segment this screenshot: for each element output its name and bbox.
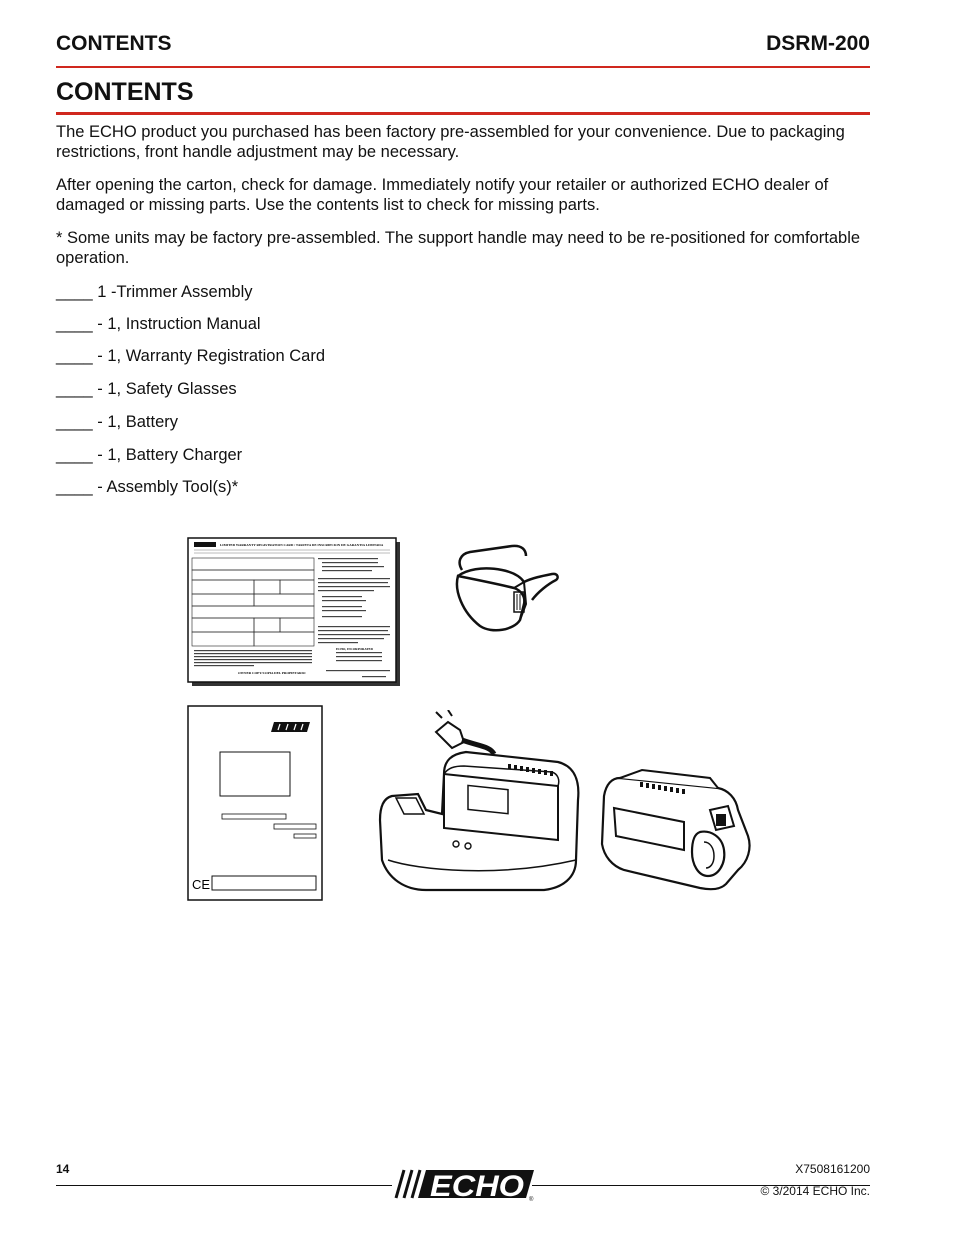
intro-paragraph: The ECHO product you purchased has been factory pre-assembled for your convenience. Due to packaging restrictions, front handle adjustment may be necessary. — [56, 123, 845, 161]
warranty-card-contact: ECHO, INCORPORATED — [336, 647, 373, 651]
battery-charger-illustration — [378, 710, 584, 896]
header-model-label: DSRM-200 — [766, 32, 870, 55]
safety-glasses-illustration — [452, 540, 560, 638]
preassembled-note: * Some units may be factory pre-assembled. The support handle may need to be re-positioned for comfortable operation. — [56, 229, 861, 267]
svg-text:®: ® — [529, 1197, 534, 1202]
checklist-item-safety-glasses: ____ - 1, Safety Glasses — [56, 380, 237, 398]
instruction-manual-illustration — [186, 704, 326, 902]
checklist-item-assembly-tools: ____ - Assembly Tool(s)* — [56, 478, 239, 496]
echo-footer-logo-icon — [392, 1166, 542, 1202]
ce-mark-icon: CE — [192, 877, 211, 892]
warranty-card-owner-copy: OWNER COPY/COPIA DEL PROPIETARIO — [238, 671, 306, 675]
checklist-item-trimmer: ____ 1 -Trimmer Assembly — [56, 283, 253, 301]
footer-rule-left — [56, 1185, 392, 1186]
checklist-item-manual: ____ - 1, Instruction Manual — [56, 315, 261, 333]
page-number: 14 — [56, 1162, 70, 1176]
warranty-card-illustration — [186, 536, 402, 688]
section-title: CONTENTS — [56, 78, 194, 106]
warranty-card-title: LIMITED WARRANTY REGISTRATION CARD / TARJETA DE INSCRIPCION DE GARANTIA LIMITADA — [220, 543, 384, 547]
header-section-label: CONTENTS — [56, 32, 172, 55]
battery-illustration — [600, 766, 752, 892]
checklist-item-charger: ____ - 1, Battery Charger — [56, 446, 243, 464]
page-header — [56, 32, 870, 68]
footer-logo-text: ECHO — [430, 1170, 524, 1202]
copyright-notice: © 3/2014 ECHO Inc. — [760, 1184, 870, 1198]
echo-logo-icon — [271, 722, 310, 732]
damage-paragraph: After opening the carton, check for damage. Immediately notify your retailer or authorized ECHO dealer of damaged or missing parts. Use the contents list to check for missing parts. — [56, 176, 829, 214]
document-code: X7508161200 — [795, 1162, 870, 1176]
checklist-item-warranty-card: ____ - 1, Warranty Registration Card — [56, 347, 326, 365]
section-heading — [56, 76, 870, 115]
checklist-item-battery: ____ - 1, Battery — [56, 413, 178, 431]
